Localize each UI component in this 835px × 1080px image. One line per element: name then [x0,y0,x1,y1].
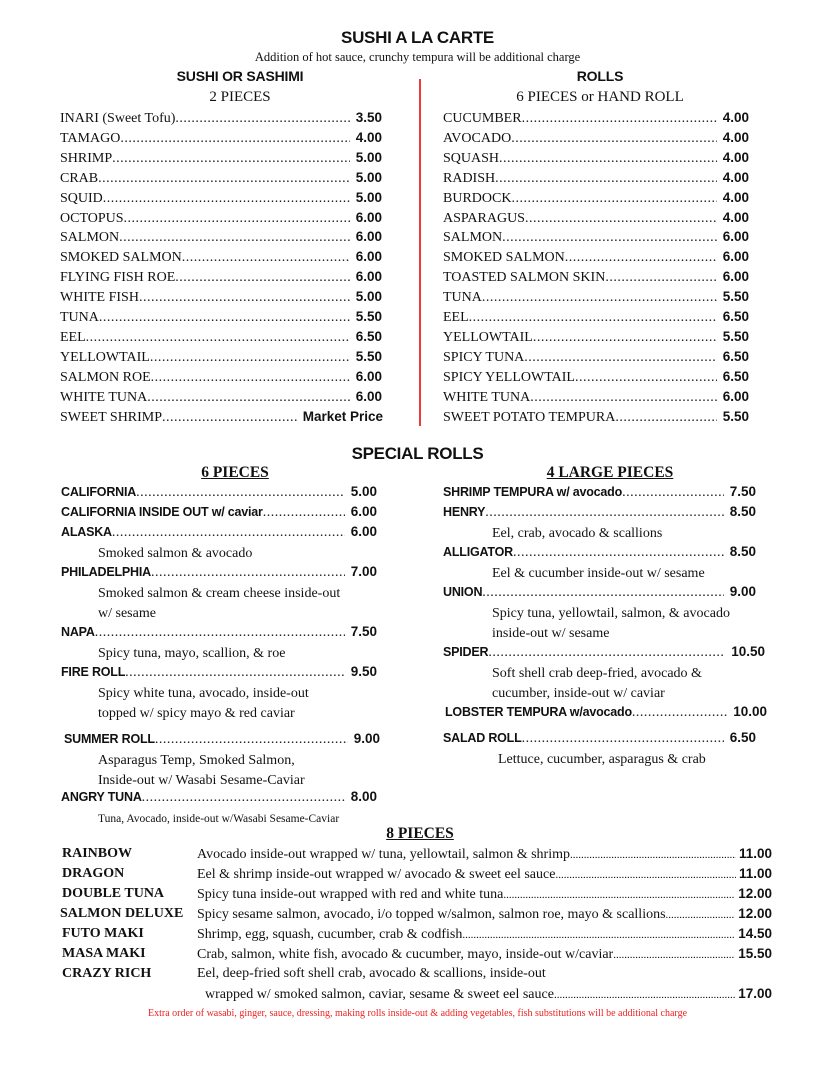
item-description: Soft shell crab deep-fried, avocado & [492,666,702,681]
item-name: YELLOWTAIL [60,349,150,365]
item-name: TUNA [60,310,99,325]
item-name: SALMON [443,230,503,246]
item-price: 7.50 [729,484,756,499]
menu-item-row [61,484,377,504]
dot-leader [150,350,350,366]
dot-leader [666,909,736,921]
item-price: 4.00 [722,149,749,165]
item-price: 6.50 [355,328,382,344]
item-description: Lettuce, cucumber, asparagus & crab [498,752,706,767]
item-name: SUMMER ROLL [64,732,155,746]
dot-leader [565,250,717,266]
item-name: SHRIMP [60,150,113,166]
dot-leader [522,731,724,747]
item-name: SQUASH [443,150,500,166]
menu-item-row [443,329,749,349]
item-price: 6.00 [355,368,382,384]
item-price: 8.50 [729,544,756,559]
item-description: Tuna, Avocado, inside-out w/Wasabi Sesame-Caviar [98,813,340,825]
eight-pieces-item-price: 11.00 [738,866,772,881]
menu-item-row [443,349,749,369]
dot-leader [139,290,350,306]
item-price: 6.00 [355,388,382,404]
item-description: Inside-out w/ Wasabi Sesame-Caviar [98,773,305,788]
item-name: YELLOWTAIL [443,329,533,345]
item-price: 9.00 [729,584,756,599]
item-name: AVOCADO [443,130,512,146]
item-price: 5.50 [355,348,382,364]
dot-leader [103,191,350,207]
menu-item-row [443,110,749,130]
eight-pieces-item-name: RAINBOW [62,846,133,861]
dot-leader [605,270,716,286]
eight-pieces-item-name: MASA MAKI [62,946,146,961]
item-name: WHITE FISH [60,290,139,306]
eight-pieces-item-description: Spicy tuna inside-out wrapped with red and white tuna [197,887,504,902]
item-name: FIRE ROLL [61,665,126,679]
eight-pieces-item-row [197,846,772,866]
item-name: WHITE TUNA [60,389,148,405]
eight-pieces-item-description: Shrimp, egg, squash, cucumber, crab & codfish [197,927,463,942]
dot-leader [482,290,717,306]
item-price: 8.00 [350,789,377,804]
item-price: 5.00 [355,149,382,165]
rolls-heading: ROLLS [576,68,624,84]
eight-pieces-item-description: Spicy sesame salmon, avocado, i/o topped w/salmon, salmon roe, mayo & scallions [197,907,666,922]
item-name: CALIFORNIA INSIDE OUT w/ caviar [61,505,263,519]
eight-pieces-item-name: DOUBLE TUNA [62,886,165,901]
dot-leader [511,131,717,147]
item-name: TOASTED SALMON SKIN [443,270,606,286]
item-price: 4.00 [722,110,749,125]
item-name: SWEET POTATO TEMPURA [443,409,616,425]
eight-pieces-item-price: 15.50 [738,946,772,961]
item-price: 6.50 [722,309,749,324]
item-price: 6.00 [355,209,382,225]
item-name: INARI (Sweet Tofu) [60,111,176,126]
item-price: 6.50 [729,730,756,745]
dot-leader [469,310,717,326]
item-price: 9.50 [350,664,377,679]
item-name: LOBSTER TEMPURA w/avocado [445,705,632,719]
dot-leader [142,790,345,806]
item-name: ASPARAGUS [443,210,525,226]
dot-leader [124,211,350,227]
item-name: HENRY [443,505,486,519]
menu-item-row [443,130,749,150]
item-price: 5.50 [722,408,749,424]
menu-item-row [443,249,749,269]
special-rolls-heading: SPECIAL ROLLS [351,444,484,463]
dot-leader [570,849,736,861]
menu-item-row [60,170,382,190]
menu-item-row [61,664,377,684]
item-name: UNION [443,585,483,599]
menu-item-row [443,484,756,504]
menu-item-row [443,190,749,210]
item-description: Smoked salmon & cream cheese inside-out [98,586,341,601]
eight-pieces-item-name: DRAGON [62,866,125,881]
item-name: SALAD ROLL [443,731,522,745]
menu-item-row [443,504,756,524]
menu-item-row [60,130,382,150]
item-price: 4.00 [722,129,749,145]
dot-leader [125,665,345,681]
menu-item-row [443,644,765,664]
dot-leader [99,310,350,326]
dot-leader [263,505,345,521]
menu-item-row [443,409,749,429]
menu-item-row [60,369,382,389]
dot-leader [175,270,349,286]
four-large-pieces-heading: 4 LARGE PIECES [546,464,674,481]
dot-leader [555,869,736,881]
dot-leader [499,151,717,167]
menu-item-row [443,544,756,564]
item-price: 6.50 [722,368,749,384]
item-price: 6.00 [355,269,382,285]
menu-item-row [61,504,377,524]
dot-leader [613,949,735,961]
eight-pieces-item-description: wrapped w/ smoked salmon, caviar, sesame & sweet eel sauce [205,987,554,1002]
dot-leader [462,929,735,941]
menu-item-row [60,349,382,369]
dot-leader [524,350,716,366]
item-name: SALMON [60,230,120,246]
dot-leader [112,151,350,167]
eight-pieces-item-row [197,946,772,966]
dot-leader [182,250,350,266]
eight-pieces-item-description: Eel & shrimp inside-out wrapped w/ avocado & sweet eel sauce [197,867,556,882]
eight-pieces-item-price: 12.00 [738,906,772,921]
dot-leader [554,989,735,1001]
item-price: 6.00 [355,249,382,265]
menu-item-row [60,389,382,409]
menu-title: SUSHI A LA CARTE [341,28,494,47]
dot-leader [502,230,717,246]
footnote: Extra order of wasabi, ginger, sauce, dressing, making rolls inside-out & adding vegetables, fish substitutions will be additional charge [147,1008,688,1019]
item-name: SPIDER [443,645,489,659]
item-price: 6.00 [355,229,382,245]
item-description: topped w/ spicy mayo & red caviar [98,706,295,721]
item-name: EEL [60,329,86,345]
eight-pieces-item-row [197,886,772,906]
menu-item-row [60,190,382,210]
menu-item-row [61,564,377,584]
dot-leader [622,485,724,501]
item-price: 6.00 [722,388,749,404]
item-description: Spicy white tuna, avocado, inside-out [98,686,309,701]
item-name: FLYING FISH ROE [60,270,176,286]
menu-item-row [443,229,749,249]
item-price: 10.50 [731,644,765,659]
item-price: 10.00 [733,704,767,719]
item-name: ALASKA [61,525,112,539]
item-price: 5.50 [722,328,749,344]
item-description: Smoked salmon & avocado [98,546,253,561]
item-name: TUNA [443,290,482,306]
item-name: SMOKED SALMON [443,250,565,266]
dot-leader [632,705,727,721]
dot-leader [530,390,716,406]
column-divider [419,79,421,426]
item-price: 7.50 [350,624,377,639]
eight-pieces-item-description: Crab, salmon, white fish, avocado & cucumber, mayo, inside-out w/caviar [197,947,614,962]
item-name: SPICY TUNA [443,349,525,365]
dot-leader [575,370,717,386]
menu-subtitle: Addition of hot sauce, crunchy tempura will be additional charge [254,50,581,64]
eight-pieces-item-row [205,986,772,1006]
menu-item-row [60,229,382,249]
item-name: SQUID [60,190,103,206]
item-description: w/ sesame [98,606,156,621]
menu-item-row [445,704,767,724]
item-description: inside-out w/ sesame [492,626,610,641]
item-name: PHILADELPHIA [61,565,151,579]
eight-pieces-item-name: SALMON DELUXE [60,906,184,921]
menu-item-row [60,409,383,429]
dot-leader [522,111,717,127]
menu-item-row [61,789,377,809]
eight-pieces-item-price: 14.50 [738,926,772,941]
item-price: 4.00 [722,209,749,225]
item-name: ALLIGATOR [443,545,513,559]
rolls-subheading: 6 PIECES or HAND ROLL [516,89,684,105]
item-price: 9.00 [353,731,380,746]
item-name: SHRIMP TEMPURA w/ avocado [443,485,623,499]
item-price: 6.50 [722,348,749,364]
item-name: CRAB [60,170,99,186]
item-price: 5.50 [355,309,382,324]
menu-item-row [60,329,382,349]
sushi-sashimi-subheading: 2 PIECES [209,89,271,105]
item-name: SMOKED SALMON [60,250,182,266]
sushi-sashimi-heading: SUSHI OR SASHIMI [176,68,304,84]
item-name: NAPA [61,625,95,639]
menu-item-row [61,624,377,644]
item-name: OCTOPUS [60,210,124,226]
item-price: 5.00 [355,169,382,185]
dot-leader [175,111,349,127]
dot-leader [147,390,349,406]
item-name: CUCUMBER [443,111,522,126]
menu-item-row [60,309,382,329]
eight-pieces-item-row [197,926,772,946]
menu-item-row [443,150,749,170]
item-name: BURDOCK [443,190,512,206]
menu-item-row [443,389,749,409]
menu-item-row [60,289,382,309]
eight-pieces-heading: 8 PIECES [386,825,454,842]
item-price: 6.00 [350,504,377,519]
dot-leader [495,171,717,187]
eight-pieces-item-price: 17.00 [738,986,772,1001]
dot-leader [119,230,350,246]
six-pieces-heading: 6 PIECES [201,464,269,481]
item-description: Spicy tuna, yellowtail, salmon, & avocado [492,606,730,621]
menu-item-row [443,289,749,309]
item-price: 6.00 [350,524,377,539]
menu-item-row [443,730,756,750]
dot-leader [151,565,345,581]
dot-leader [95,625,345,641]
menu-item-row [60,110,382,130]
dot-leader [136,485,345,501]
item-price: 4.00 [722,189,749,205]
item-price: 6.00 [722,269,749,285]
dot-leader [525,211,717,227]
menu-item-row [443,210,749,230]
eight-pieces-item-row [197,906,772,926]
dot-leader [155,732,348,748]
item-price: 5.00 [355,289,382,305]
eight-pieces-item-price: 12.00 [738,886,772,901]
eight-pieces-item-description: Eel, deep-fried soft shell crab, avocado & scallions, inside-out [197,966,546,981]
dot-leader [162,410,297,426]
menu-item-row [443,584,756,604]
item-name: ANGRY TUNA [61,790,142,804]
item-description: Eel, crab, avocado & scallions [492,526,663,541]
item-price: 6.00 [722,229,749,245]
item-name: SPICY YELLOWTAIL [443,369,575,385]
item-name: WHITE TUNA [443,389,531,405]
item-price: 3.50 [355,110,382,125]
dot-leader [488,645,725,661]
item-price: Market Price [302,408,383,424]
menu-item-row [443,170,749,190]
dot-leader [86,330,350,346]
dot-leader [98,171,350,187]
item-description: Eel & cucumber inside-out w/ sesame [492,566,705,581]
eight-pieces-item-description: Avocado inside-out wrapped w/ tuna, yellowtail, salmon & shrimp [197,847,571,862]
menu-item-row [443,369,749,389]
dot-leader [485,505,723,521]
menu-item-row [60,269,382,289]
dot-leader [615,410,716,426]
dot-leader [112,525,345,541]
menu-item-row [443,309,749,329]
item-description: Spicy tuna, mayo, scallion, & roe [98,646,286,661]
menu-item-row [60,249,382,269]
dot-leader [513,545,724,561]
item-name: TAMAGO [60,130,121,146]
item-name: CALIFORNIA [61,485,137,499]
item-name: SALMON ROE [60,369,151,385]
menu-item-row [443,269,749,289]
eight-pieces-item-name: CRAZY RICH [62,966,152,981]
item-price: 6.00 [722,249,749,265]
item-description: Asparagus Temp, Smoked Salmon, [98,753,295,768]
dot-leader [120,131,349,147]
item-name: EEL [443,310,469,325]
item-description: cucumber, inside-out w/ caviar [492,686,665,701]
menu-item-row [61,524,377,544]
dot-leader [533,330,717,346]
item-price: 5.00 [355,189,382,205]
dot-leader [151,370,350,386]
item-name: SWEET SHRIMP [60,409,163,425]
item-price: 4.00 [722,169,749,185]
menu-item-row [60,210,382,230]
eight-pieces-item-row [197,866,772,886]
item-price: 5.50 [722,289,749,305]
dot-leader [503,889,735,901]
item-price: 4.00 [355,129,382,145]
eight-pieces-item-price: 11.00 [738,846,772,861]
menu-item-row [64,731,380,751]
eight-pieces-item-name: FUTO MAKI [62,926,144,941]
dot-leader [482,585,723,601]
menu-item-row [60,150,382,170]
dot-leader [511,191,716,207]
item-price: 5.00 [350,484,377,499]
item-price: 8.50 [729,504,756,519]
item-name: RADISH [443,170,496,186]
item-price: 7.00 [350,564,377,579]
